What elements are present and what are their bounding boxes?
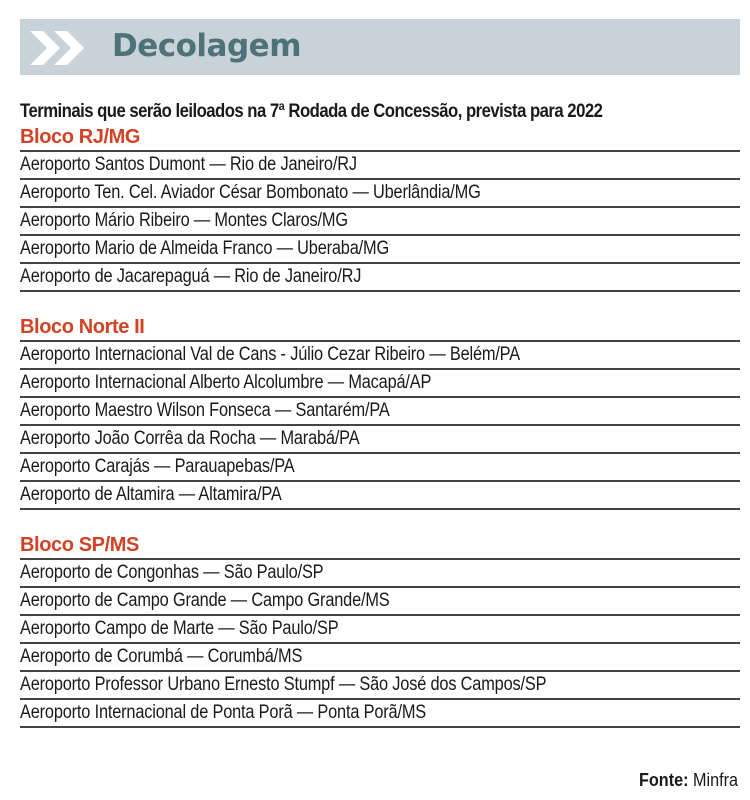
- list-item: Aeroporto Internacional de Ponta Porã — Ponta Porã/MS: [20, 700, 740, 728]
- list-item: Aeroporto de Campo Grande — Campo Grande/MS: [20, 588, 740, 616]
- block-sp-ms: [20, 532, 740, 728]
- block-norte-ii: [20, 314, 740, 510]
- list-item: Aeroporto Mário Ribeiro — Montes Claros/MG: [20, 208, 740, 236]
- list-item: Aeroporto de Congonhas — São Paulo/SP: [20, 560, 740, 588]
- list-item: Aeroporto Santos Dumont — Rio de Janeiro/RJ: [20, 152, 740, 180]
- source-credit: [639, 768, 738, 792]
- page-title: Decolagem: [112, 28, 301, 64]
- list-item: Aeroporto Carajás — Parauapebas/PA: [20, 454, 740, 482]
- list-item: Aeroporto de Corumbá — Corumbá/MS: [20, 644, 740, 672]
- list-item: Aeroporto Internacional Val de Cans - Júlio Cezar Ribeiro — Belém/PA: [20, 342, 740, 370]
- source-label: Fonte:: [638, 770, 689, 790]
- list-item: Aeroporto de Altamira — Altamira/PA: [20, 482, 740, 510]
- header-banner: [20, 19, 740, 75]
- list-item: Aeroporto Ten. Cel. Aviador César Bombonato — Uberlândia/MG: [20, 180, 740, 208]
- list-item: Aeroporto Maestro Wilson Fonseca — Santarém/PA: [20, 398, 740, 426]
- list-item: Aeroporto de Jacarepaguá — Rio de Janeiro/RJ: [20, 264, 740, 292]
- double-chevron-icon: [30, 31, 92, 65]
- table-subtitle: Terminais que serão leiloados na 7ª Rodada de Concessão, prevista para 2022: [20, 101, 603, 122]
- block-title: Bloco SP/MS: [20, 532, 740, 560]
- block-title: Bloco Norte II: [20, 314, 740, 342]
- source-value: Minfra: [692, 770, 738, 790]
- block-rj-mg: [20, 124, 740, 292]
- main-content: [20, 100, 740, 750]
- list-item: Aeroporto Campo de Marte — São Paulo/SP: [20, 616, 740, 644]
- block-title: Bloco RJ/MG: [20, 124, 740, 152]
- list-item: Aeroporto João Corrêa da Rocha — Marabá/PA: [20, 426, 740, 454]
- list-item: Aeroporto Internacional Alberto Alcolumbre — Macapá/AP: [20, 370, 740, 398]
- list-item: Aeroporto Professor Urbano Ernesto Stumpf — São José dos Campos/SP: [20, 672, 740, 700]
- list-item: Aeroporto Mario de Almeida Franco — Uberaba/MG: [20, 236, 740, 264]
